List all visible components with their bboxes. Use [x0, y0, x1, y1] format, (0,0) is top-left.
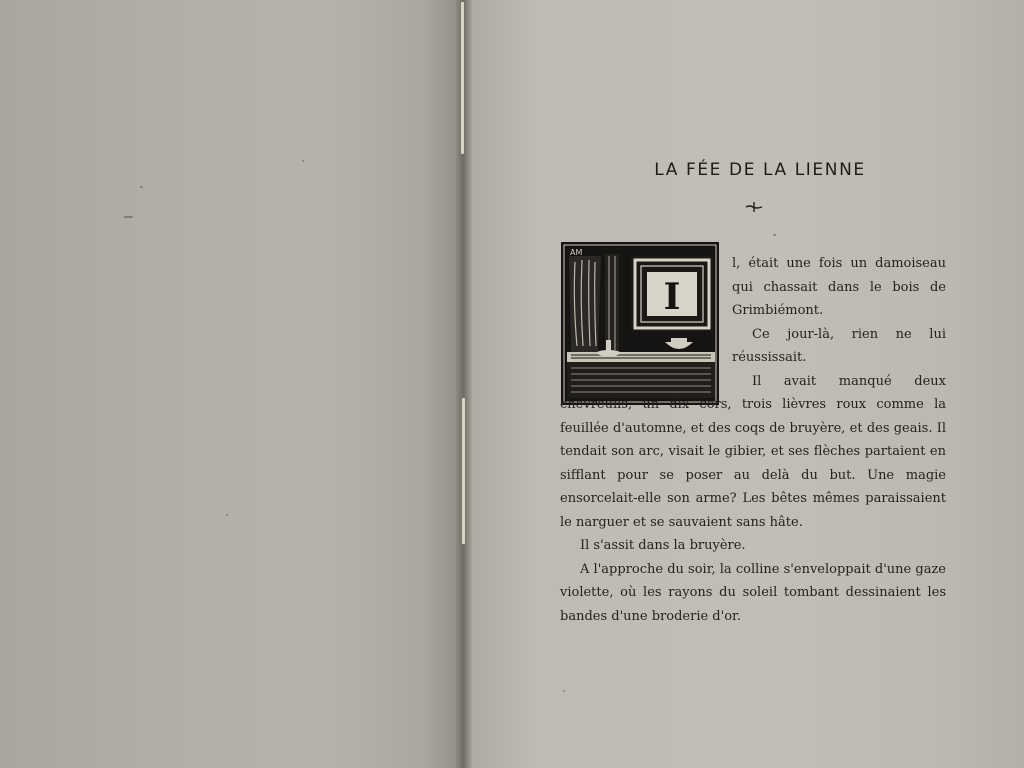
paper-speck	[124, 216, 133, 218]
binding-thread	[462, 398, 465, 544]
paper-speck	[302, 160, 304, 162]
chapter-title: LA FÉE DE LA LIENNE	[654, 160, 866, 180]
chapter-text	[560, 252, 946, 628]
woodcut-monogram: AM	[570, 248, 583, 257]
paragraph-2: Ce jour-là, rien ne lui réussissait.	[732, 326, 946, 365]
paper-speck	[140, 186, 143, 188]
paper-speck	[773, 234, 776, 236]
left-blank-page	[0, 0, 462, 768]
paragraph-5: A l'approche du soir, la colline s'enveloppait d'une gaze violette, où les rayons du soleil tombant dessinaient les bandes d'une broderie d'or.	[560, 561, 946, 624]
paragraph-1: l, était une fois un damoiseau qui chassait dans le bois de Grimbiémont.	[732, 256, 946, 318]
book-gutter	[456, 0, 472, 768]
drop-cap-space	[560, 252, 732, 392]
cross-flourish-icon	[745, 199, 763, 215]
paragraph-4: Il s'assit dans la bruyère.	[580, 538, 746, 553]
paper-speck	[226, 514, 228, 516]
binding-thread	[461, 2, 464, 154]
paragraph-3: Il avait manqué deux chevreuils, un dix cors, trois lièvres roux comme la feuillée d'automne, et des coqs de bruyère, et des geais. Il tendait son arc, visait le gibier, et ses flèches partaient en sifflant pour se poser au delà du but. Une magie ensorcelait-elle son arme? Les bêtes mêmes paraissaient le narguer et se sauvaient sans hâte.	[560, 373, 946, 530]
drop-cap-letter: I	[663, 276, 681, 318]
paper-speck	[563, 690, 565, 692]
